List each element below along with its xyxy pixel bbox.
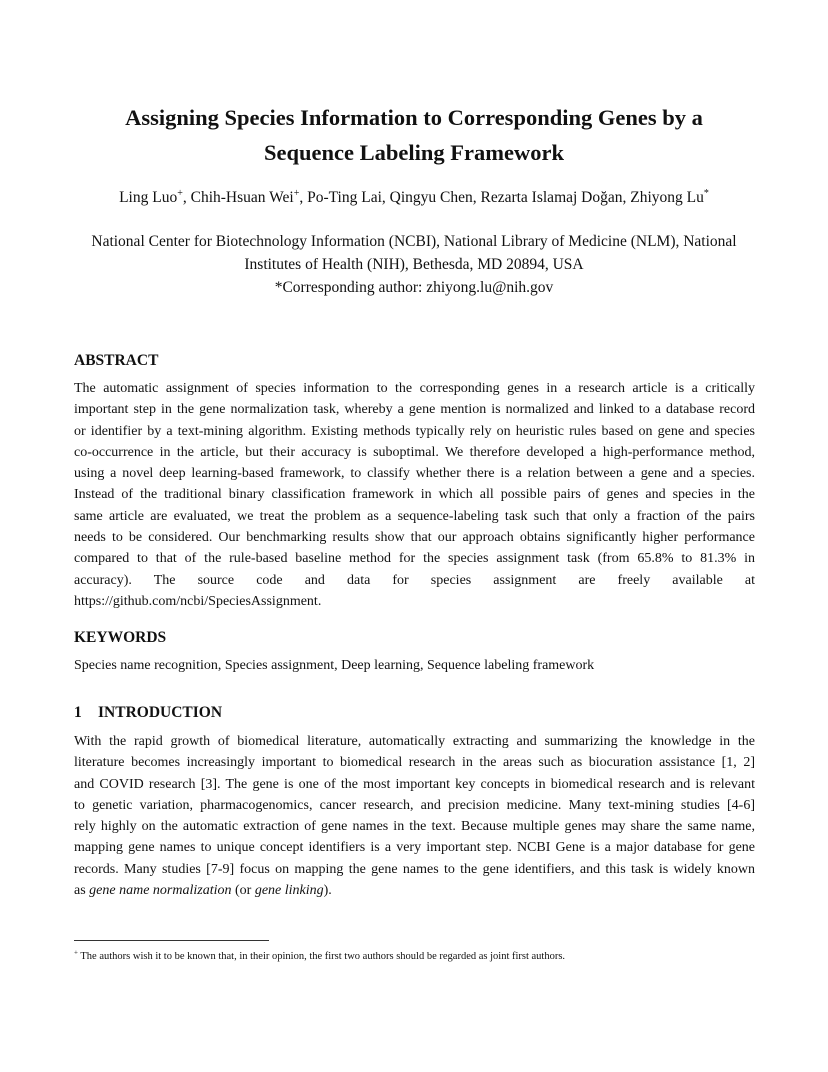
footnote-rule [74, 940, 269, 941]
intro-text: as [74, 883, 90, 899]
author-name: Zhiyong Lu [630, 189, 704, 206]
introduction-body [74, 731, 755, 901]
abstract-line: compared to that of the rule-based baseline method for the species assignment task (from 65.8% to 81.3% in [74, 551, 755, 567]
abstract-line: co-occurrence in the article, but their accuracy is suboptimal. We therefore developed a high-performance method, [74, 444, 755, 460]
intro-line: to genetic variation, pharmacogenomics, cancer research, and precision medicine. Many text-mining studies [4-6] [74, 797, 755, 813]
intro-line: literature becomes increasingly important to biomedical research in the areas such as biocuration assistance [1, 2] [74, 755, 755, 771]
paper-title [74, 100, 754, 170]
title-line: Assigning Species Information to Corresponding Genes by a [125, 105, 703, 130]
affiliation-line: National Center for Biotechnology Information (NCBI), National Library of Medicine (NLM), National [91, 233, 737, 250]
corresponding-author[interactable]: *Corresponding author: zhiyong.lu@nih.gov [274, 279, 554, 296]
affiliation [74, 230, 754, 299]
author-name: Ling Luo [119, 189, 178, 206]
footnote-mark: + [74, 948, 78, 957]
intro-text: ). [323, 883, 332, 899]
author-mark: * [703, 187, 709, 199]
author-separator: , [299, 189, 308, 206]
term-gene-linking: gene linking [254, 883, 324, 899]
intro-line: and COVID research [3]. The gene is one of the most important key concepts in biomedical research and is relevant [74, 776, 755, 792]
abstract-line: Instead of the traditional binary classification framework in which all possible pairs of genes and species in the [74, 487, 755, 503]
section-title: INTRODUCTION [98, 704, 223, 721]
intro-text: (or [231, 883, 255, 899]
abstract-line: same article are evaluated, we treat the problem as a sequence-labeling task such that only a fraction of the pairs [74, 508, 755, 524]
intro-line: records. Many studies [7-9] focus on mapping the gene names to the gene identifiers, and this task is widely known [74, 861, 755, 877]
author [630, 189, 709, 206]
author [307, 189, 390, 206]
footnote-text: The authors wish it to be known that, in their opinion, the first two authors should be regarded as joint first authors. [80, 951, 566, 962]
author-separator: , [472, 189, 481, 206]
keywords-text: Species name recognition, Species assignment, Deep learning, Sequence labeling framework [74, 658, 595, 673]
author [390, 189, 481, 206]
introduction-heading [74, 702, 222, 724]
abstract-line: or identifier by a text-mining algorithm. Existing methods typically rely on heuristic rules based on gene and species [74, 423, 755, 439]
abstract-line: using a novel deep learning-based framework, to classify whether there is a relation between a gene and a species. [74, 466, 755, 482]
intro-line: rely highly on the automatic extraction of gene names in the text. Because multiple genes may share the same name, [74, 819, 755, 835]
intro-line [74, 880, 755, 901]
keywords-heading: KEYWORDS [74, 629, 167, 646]
abstract-line: needs to be considered. Our benchmarking results show that our approach obtains significantly higher performance [74, 530, 755, 546]
abstract-line: accuracy). The source code and data for species assignment are freely available at [74, 572, 755, 588]
author [191, 189, 307, 206]
abstract-heading: ABSTRACT [74, 352, 159, 369]
author-name: Chih-Hsuan Wei [190, 189, 294, 206]
author-name: Po-Ting Lai [307, 189, 382, 206]
author-mark: + [177, 187, 183, 199]
author [119, 189, 191, 206]
abstract-body [74, 378, 755, 612]
repository-link[interactable]: https://github.com/ncbi/SpeciesAssignment. [74, 593, 322, 609]
author-name: Qingyu Chen [389, 189, 473, 206]
abstract-line: important step in the gene normalization task, whereby a gene mention is normalized and linked to a database record [74, 402, 755, 418]
author-separator: , [622, 189, 631, 206]
title-line: Sequence Labeling Framework [264, 140, 564, 165]
footnote [74, 950, 565, 964]
author-name: Rezarta Islamaj Doğan [480, 189, 623, 206]
term-gene-name-normalization: gene name normalization [89, 883, 232, 899]
author-list [74, 187, 754, 209]
affiliation-line: Institutes of Health (NIH), Bethesda, MD 20894, USA [244, 256, 584, 273]
intro-line: With the rapid growth of biomedical literature, automatically extracting and summarizing the knowledge in the [74, 734, 755, 749]
author-separator: , [381, 189, 390, 206]
intro-line: mapping gene names to unique concept identifiers is a very important step. NCBI Gene is a major database for gene [74, 840, 755, 856]
author [480, 189, 630, 206]
abstract-line: The automatic assignment of species information to the corresponding genes in a research article is a critically [74, 381, 755, 396]
author-separator: , [182, 189, 191, 206]
author-mark: + [293, 187, 300, 199]
section-number: 1 [74, 704, 82, 721]
